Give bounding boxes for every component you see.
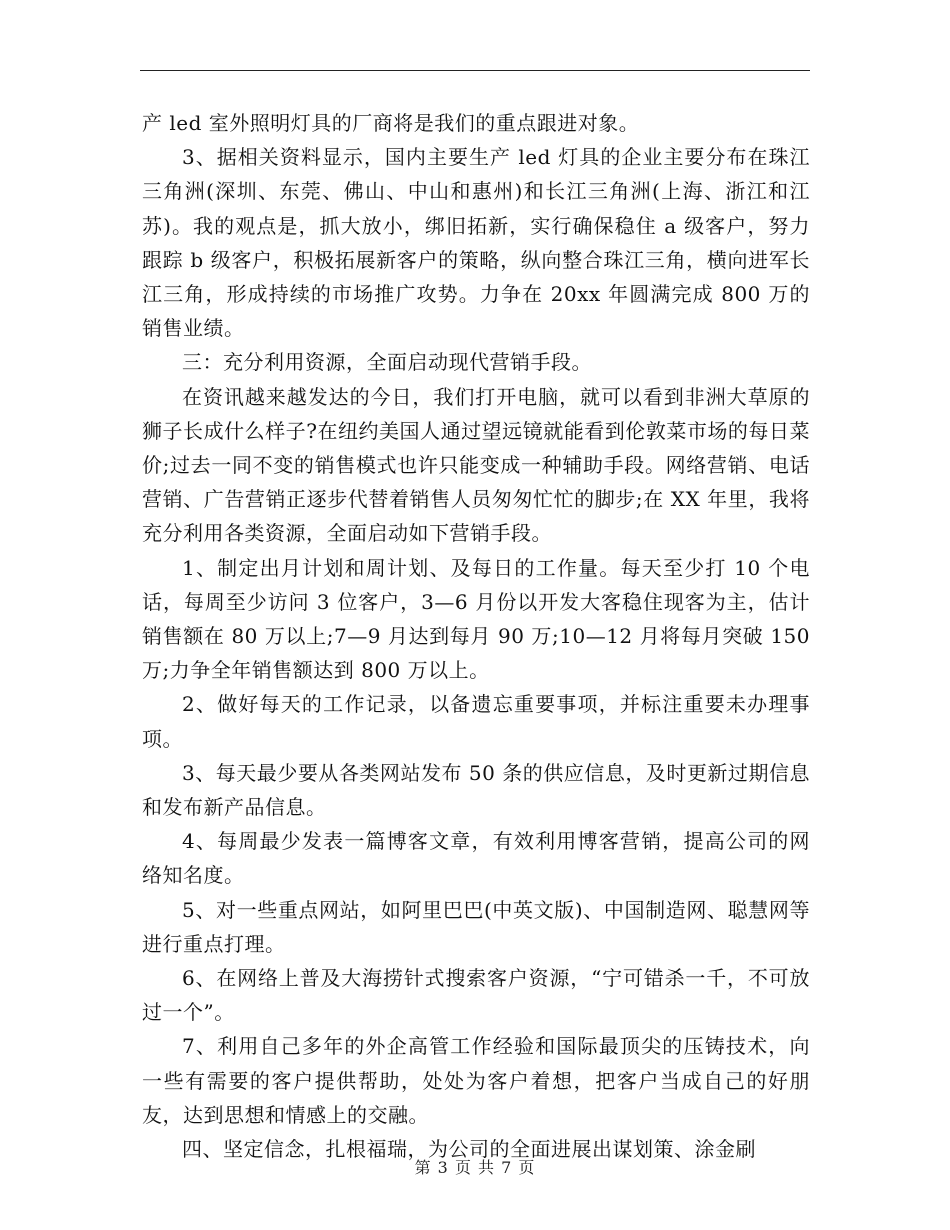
- list-item-3: 3、每天最少要从各类网站发布 50 条的供应信息，及时更新过期信息和发布新产品信息。: [142, 760, 810, 820]
- paragraph-0: 产 led 室外照明灯具的厂商将是我们的重点跟进对象。: [142, 111, 640, 135]
- list-item-1: 1、制定出月计划和周计划、及每日的工作量。每天至少打 10 个电话，每周至少访问 3 位客户，3—6 月份以开发大客稳住现客为主，估计销售额在 80 万以上;7—9 月达到每月 90 万;10—12 月将每月突破 150 万;力争全年销售额达到 800 万以上。: [142, 555, 817, 683]
- document-body: [142, 106, 817, 1166]
- header-rule: [140, 70, 810, 71]
- list-item-7: 7、利用自己多年的外企高管工作经验和国际最顶尖的压铸技术，向一些有需要的客户提供帮助，处处为客户着想，把客户当成自己的好朋友，达到思想和情感上的交融。: [142, 1034, 810, 1127]
- list-item-4: 4、每周最少发表一篇博客文章，有效利用博客营销，提高公司的网络知名度。: [142, 829, 810, 888]
- paragraph-3: 在资讯越来越发达的今日，我们打开电脑，就可以看到非洲大草原的狮子长成什么样子?在纽约美国人通过望远镜就能看到伦敦菜市场的每日菜价;过去一同不变的销售模式也许只能变成一种辅助手段。网络营销、电话营销、广告营销正逐步代替着销售人员匆匆忙忙的脚步;在 XX 年里，我将充分利用各类资源，全面启动如下营销手段。: [142, 384, 810, 546]
- section-heading-3: 三：充分利用资源，全面启动现代营销手段。: [182, 350, 592, 375]
- section-heading-4: 四、坚定信念，扎根福瑞，为公司的全面进展出谋划策、涂金刷: [182, 1137, 756, 1162]
- paragraph-1: 3、据相关资料显示，国内主要生产 led 灯具的企业主要分布在珠江三角洲(深圳、东莞、佛山、中山和惠州)和长江三角洲(上海、浙江和江苏)。我的观点是，抓大放小，绑旧拓新，实行确保稳住 a 级客户，努力跟踪 b 级客户，积极拓展新客户的策略，纵向整合珠江三角，横向进军长江三角，形成持续的市场推广攻势。力争在 20xx 年圆满完成 800 万的销售业绩。: [142, 145, 810, 341]
- list-item-2: 2、做好每天的工作记录，以备遗忘重要事项，并标注重要未办理事项。: [142, 692, 810, 751]
- list-item-5: 5、对一些重点网站，如阿里巴巴(中英文版)、中国制造网、聪慧网等进行重点打理。: [142, 897, 810, 956]
- page-number: 第 3 页 共 7 页: [414, 1158, 536, 1177]
- list-item-6: 6、在网络上普及大海捞针式搜索客户资源，“宁可错杀一千，不可放过一个”。: [142, 966, 810, 1025]
